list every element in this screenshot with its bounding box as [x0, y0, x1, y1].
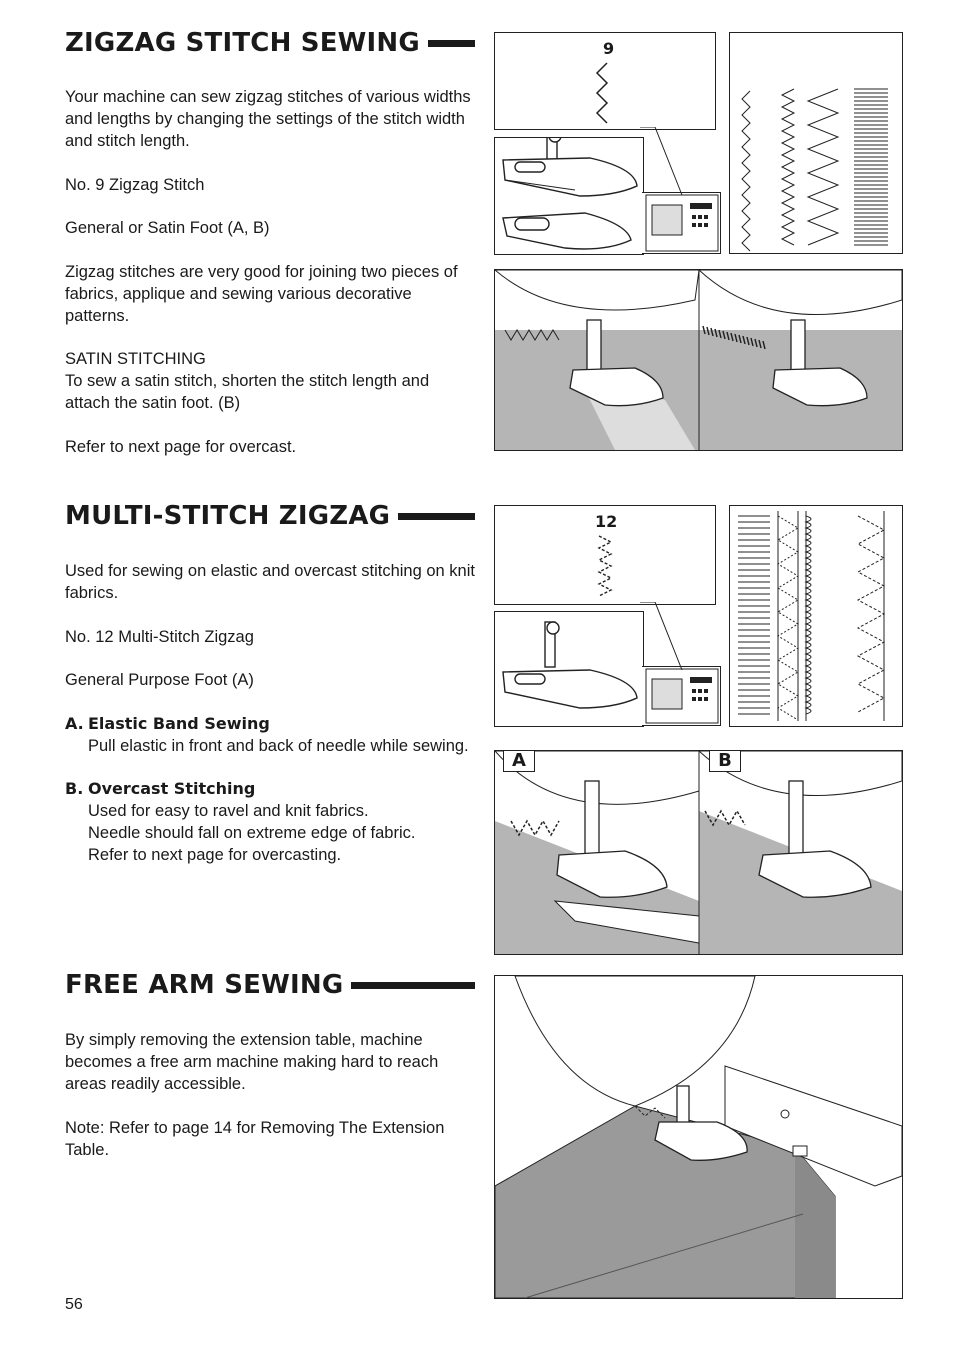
- sewing-foot-illustration: [495, 270, 902, 450]
- free-arm-machine-icon: [495, 976, 902, 1298]
- stitch-number: 12: [595, 512, 618, 531]
- callout-pointer: [640, 127, 690, 197]
- sewing-foot-illustration: [495, 751, 902, 954]
- subheading-a: A. Elastic Band Sewing: [65, 713, 270, 733]
- section-multi-stitch: [65, 501, 475, 866]
- paragraph: General Purpose Foot (A): [65, 671, 254, 689]
- section-free-arm: [65, 970, 475, 1161]
- page-number: 56: [65, 1296, 83, 1313]
- sewing-machine-icon: [642, 667, 720, 725]
- label-b: B: [709, 750, 741, 772]
- heading-rule: [428, 40, 475, 47]
- paragraph: Needle should fall on extreme edge of fabric.: [88, 824, 416, 842]
- zigzag-sewing-illustration: [494, 269, 903, 451]
- paragraph: Pull elastic in front and back of needle while sewing.: [88, 736, 469, 755]
- presser-foot-figure: [494, 611, 644, 727]
- paragraph: Zigzag stitches are very good for joining two pieces of fabrics, applique and sewing various decorative patterns.: [65, 262, 458, 325]
- stitch-number: 9: [603, 39, 615, 58]
- subheading-b: B. Overcast Stitching: [65, 779, 256, 798]
- heading-rule: [398, 513, 475, 520]
- paragraph: General or Satin Foot (A, B): [65, 219, 270, 237]
- machine-icon-box: [642, 666, 721, 726]
- elastic-overcast-illustration: [494, 750, 903, 955]
- multi-stitch-samples: [729, 505, 903, 727]
- stitch-callout-9: [494, 32, 716, 130]
- paragraph: SATIN STITCHING: [65, 350, 206, 368]
- paragraph: Your machine can sew zigzag stitches of various widths and lengths by changing the settings of the stitch width and stitch length.: [65, 88, 471, 150]
- paragraph: Note: Refer to page 14 for Removing The Extension Table.: [65, 1118, 445, 1159]
- presser-foot-icon: [495, 138, 643, 254]
- heading-rule: [351, 982, 475, 989]
- paragraph: By simply removing the extension table, machine becomes a free arm machine making hard to reach areas readily accessible.: [65, 1031, 439, 1093]
- paragraph: Refer to next page for overcasting.: [88, 846, 342, 864]
- presser-feet-figure: [494, 137, 644, 255]
- stitch-samples-icon: [730, 33, 902, 253]
- label-a: A: [503, 750, 535, 772]
- section-zigzag: [65, 28, 475, 458]
- stitch-samples-icon: [730, 506, 902, 726]
- presser-foot-icon: [495, 612, 643, 726]
- paragraph: Refer to next page for overcast.: [65, 437, 297, 456]
- paragraph: No. 9 Zigzag Stitch: [65, 175, 205, 194]
- sewing-machine-icon: [642, 193, 720, 253]
- heading-multi-stitch: MULTI-STITCH ZIGZAG: [65, 501, 475, 531]
- paragraph: No. 12 Multi-Stitch Zigzag: [65, 627, 254, 646]
- free-arm-illustration: [494, 975, 903, 1299]
- zigzag-samples: [729, 32, 903, 254]
- paragraph: Used for easy to ravel and knit fabrics.: [88, 802, 369, 820]
- callout-pointer: [640, 602, 690, 672]
- stitch-callout-12: [494, 505, 716, 605]
- heading-free-arm: FREE ARM SEWING: [65, 970, 475, 1000]
- heading-zigzag: ZIGZAG STITCH SEWING: [65, 28, 475, 58]
- paragraph: Used for sewing on elastic and overcast stitching on knit fabrics.: [65, 562, 475, 602]
- paragraph: To sew a satin stitch, shorten the stitch length and attach the satin foot. (B): [65, 372, 430, 412]
- machine-icon-box: [642, 192, 721, 254]
